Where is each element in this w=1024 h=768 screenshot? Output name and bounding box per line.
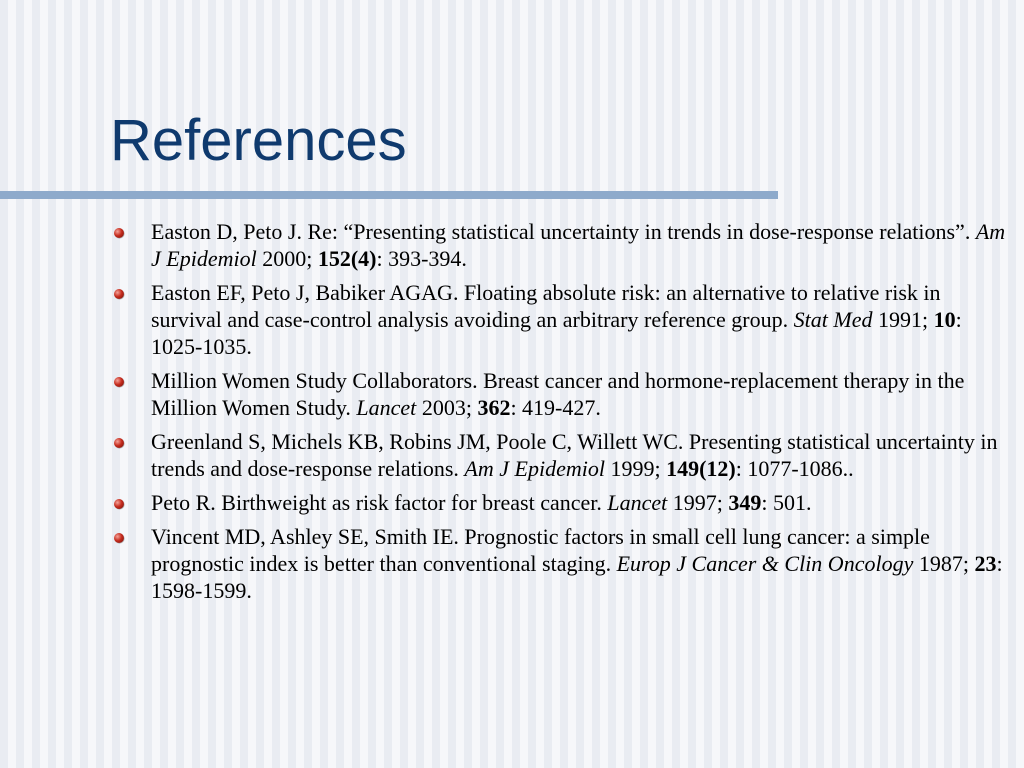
reference-volume: 149(12): [666, 456, 736, 481]
reference-item: [112, 279, 1012, 360]
reference-item: [112, 489, 1012, 516]
bullet-icon: [114, 499, 124, 509]
reference-pages: : 393-394.: [376, 246, 467, 271]
bullet-icon: [114, 533, 124, 543]
reference-volume: 152(4): [317, 246, 377, 271]
reference-text: [151, 489, 1012, 516]
slide-title: References: [110, 108, 407, 173]
reference-pages: : 419-427.: [510, 395, 601, 420]
reference-year: 1991;: [872, 307, 934, 332]
reference-journal: Am J Epidemiol: [151, 219, 1006, 271]
reference-body: Peto R. Birthweight as risk factor for breast cancer.: [151, 490, 608, 515]
reference-journal: Europ J Cancer & Clin Oncology: [616, 551, 914, 576]
reference-pages: : 1598-1599.: [151, 551, 1003, 603]
bullet-icon: [114, 377, 124, 387]
reference-text: [151, 428, 1012, 482]
reference-year: 2000;: [256, 246, 318, 271]
reference-journal: Lancet: [356, 395, 417, 420]
reference-body: Million Women Study Collaborators. Breast cancer and hormone-replacement therapy in the Million Women Study.: [151, 368, 965, 420]
reference-text: [151, 523, 1012, 604]
reference-volume: 362: [477, 395, 511, 420]
reference-text: [151, 367, 1012, 421]
title-divider: [0, 191, 778, 199]
reference-item: [112, 523, 1012, 604]
reference-year: 1987;: [913, 551, 975, 576]
reference-list: [112, 218, 1012, 611]
bullet-icon: [114, 289, 124, 299]
reference-volume: 10: [933, 307, 956, 332]
reference-item: [112, 218, 1012, 272]
bullet-icon: [114, 438, 124, 448]
reference-body: Greenland S, Michels KB, Robins JM, Poole C, Willett WC. Presenting statistical uncertainty in trends and dose-response relations.: [151, 429, 998, 481]
reference-item: [112, 428, 1012, 482]
reference-text: [151, 279, 1012, 360]
reference-year: 1999;: [604, 456, 667, 481]
reference-body: Easton D, Peto J. Re: “Presenting statistical uncertainty in trends in dose-response relations”.: [151, 219, 976, 244]
reference-journal: Am J Epidemiol: [464, 456, 605, 481]
reference-body: Vincent MD, Ashley SE, Smith IE. Prognostic factors in small cell lung cancer: a simple prognostic index is better than conventional staging.: [151, 524, 930, 576]
reference-item: [112, 367, 1012, 421]
reference-year: 1997;: [667, 490, 729, 515]
reference-pages: : 1025-1035.: [151, 307, 962, 359]
reference-volume: 23: [974, 551, 997, 576]
reference-journal: Lancet: [607, 490, 668, 515]
bullet-icon: [114, 228, 124, 238]
reference-year: 2003;: [416, 395, 478, 420]
reference-text: [151, 218, 1012, 272]
reference-volume: 349: [728, 490, 762, 515]
reference-journal: Stat Med: [793, 307, 873, 332]
reference-body: Easton EF, Peto J, Babiker AGAG. Floating absolute risk: an alternative to relative risk in survival and case-control analysis avoiding an arbitrary reference group.: [151, 280, 941, 332]
reference-pages: : 501.: [761, 490, 812, 515]
reference-pages: : 1077-1086..: [735, 456, 854, 481]
